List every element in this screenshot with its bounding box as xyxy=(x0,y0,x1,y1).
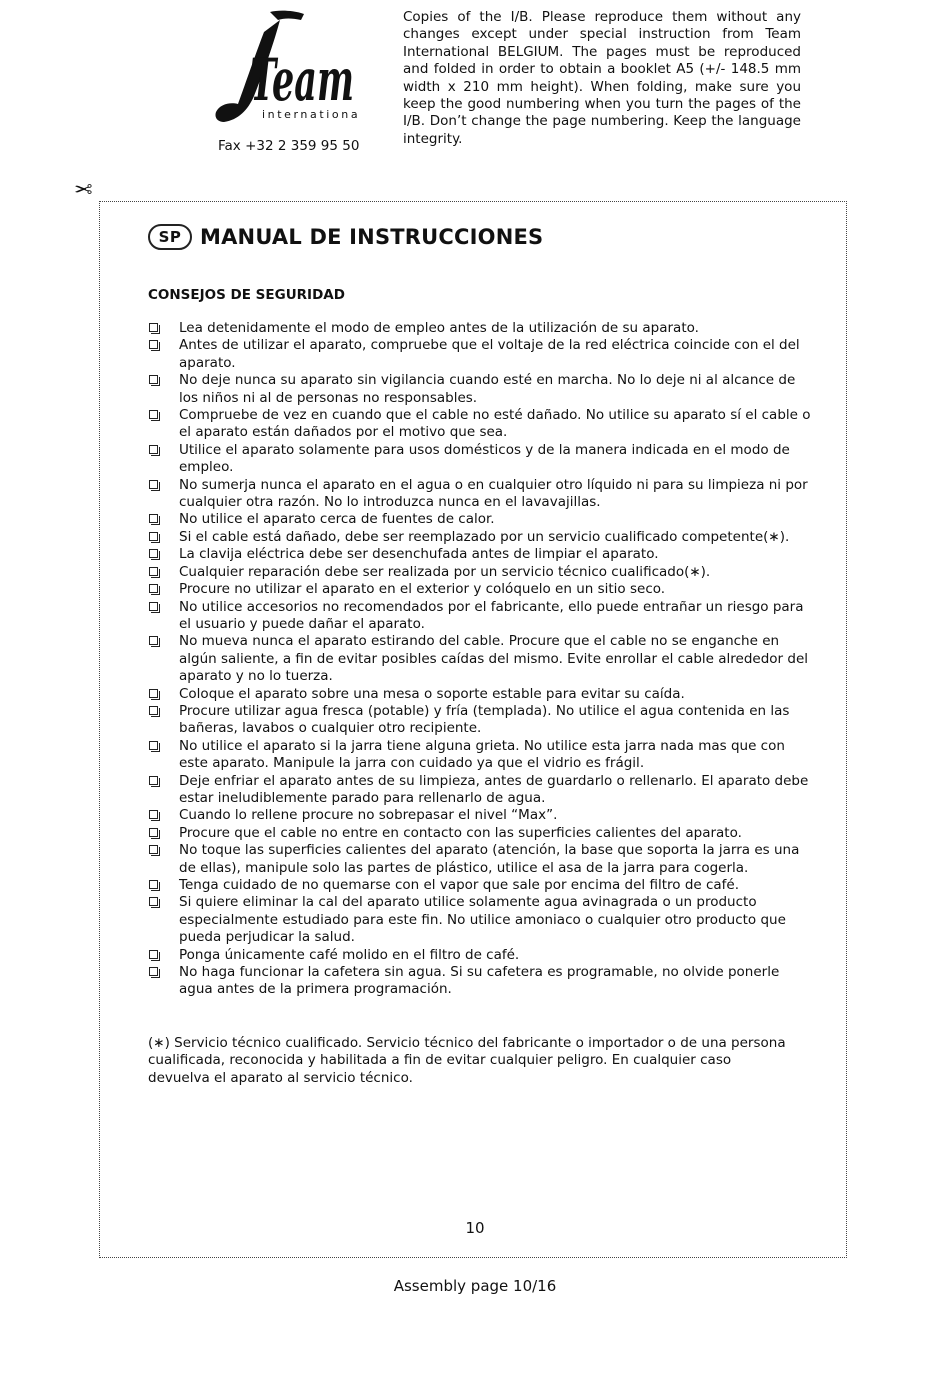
language-badge: SP xyxy=(148,224,192,250)
checkbox-bullet-icon xyxy=(149,323,158,332)
checkbox-bullet-icon xyxy=(149,706,158,715)
list-item-text: No utilice el aparato cerca de fuentes de calor. xyxy=(179,511,495,528)
list-item-text: Coloque el aparato sobre una mesa o soporte estable para evitar su caída. xyxy=(179,685,685,702)
list-item-text: Cualquier reparación debe ser realizada por un servicio técnico cualificado(∗). xyxy=(179,563,711,580)
list-item-text: Si el cable está dañado, debe ser reemplazado por un servicio cualificado competente(∗). xyxy=(179,528,790,545)
list-item xyxy=(148,337,812,372)
list-item xyxy=(148,529,812,546)
list-item xyxy=(148,442,812,477)
logo-graphic xyxy=(208,8,358,130)
checkbox-bullet-icon xyxy=(149,636,158,645)
list-item-text: Cuando lo rellene procure no sobrepasar el nivel “Max”. xyxy=(179,807,558,824)
list-item-text: No deje nunca su aparato sin vigilancia cuando esté en marcha. No lo deje ni al alcance de los niños ni al de personas no responsables. xyxy=(179,372,796,406)
list-item-text: Procure utilizar agua fresca (potable) y fría (templada). No utilice el agua contenida en las bañeras, lavabos o cualquier otro recipiente. xyxy=(179,702,790,737)
logo-sub: international xyxy=(262,108,358,121)
list-item-text: No haga funcionar la cafetera sin agua. Si su cafetera es programable, no olvide ponerle agua antes de la primera programación. xyxy=(179,964,780,998)
page-number: 10 xyxy=(465,1219,485,1237)
checkbox-bullet-icon xyxy=(149,549,158,558)
list-item-text: Procure no utilizar el aparato en el exterior y colóquelo en un sitio seco. xyxy=(179,581,666,598)
list-item xyxy=(148,894,812,946)
list-item-text: Antes de utilizar el aparato, compruebe que el voltaje de la red eléctrica coincide con el del aparato. xyxy=(179,337,800,371)
list-item-text: Si quiere eliminar la cal del aparato utilice solamente agua avinagrada o un producto especialmente estudiado para este fin. No utilice amoniaco o cualquier otro producto que pueda perjudicar la salud. xyxy=(179,894,786,946)
manual-title: MANUAL DE INSTRUCCIONES xyxy=(200,225,544,249)
list-item xyxy=(148,738,812,773)
checkbox-bullet-icon xyxy=(149,828,158,837)
section-heading: CONSEJOS DE SEGURIDAD xyxy=(148,287,345,303)
list-item xyxy=(148,947,812,964)
checkbox-bullet-icon xyxy=(149,445,158,454)
list-item-text: No utilice el aparato si la jarra tiene alguna grieta. No utilice esta jarra nada mas que con este aparato. Manipule la jarra con cuidado ya que el vidrio es frágil. xyxy=(179,737,785,772)
checkbox-bullet-icon xyxy=(149,602,158,611)
scissors-icon: ✂ xyxy=(74,175,93,200)
checkbox-bullet-icon xyxy=(149,845,158,854)
checkbox-bullet-icon xyxy=(149,375,158,384)
team-international-logo xyxy=(208,8,358,130)
list-item xyxy=(148,703,812,738)
logo-word: Team xyxy=(250,46,354,114)
checkbox-bullet-icon xyxy=(149,584,158,593)
checkbox-bullet-icon xyxy=(149,880,158,889)
list-item xyxy=(148,964,812,999)
list-item xyxy=(148,807,812,824)
list-item-text: Utilice el aparato solamente para usos domésticos y de la manera indicada en el modo de empleo. xyxy=(179,441,790,476)
checkbox-bullet-icon xyxy=(149,532,158,541)
checkbox-bullet-icon xyxy=(149,514,158,523)
checkbox-bullet-icon xyxy=(149,967,158,976)
checkbox-bullet-icon xyxy=(149,567,158,576)
list-item xyxy=(148,686,812,703)
list-item xyxy=(148,599,812,634)
list-item xyxy=(148,407,812,442)
list-item-text: No toque las superficies calientes del aparato (atención, la base que soporta la jarra es una de ellas), manipule solo las partes de plástico, utilice el asa de la jarra para cogerla. xyxy=(179,842,800,876)
list-item xyxy=(148,372,812,407)
checkbox-bullet-icon xyxy=(149,689,158,698)
checkbox-bullet-icon xyxy=(149,410,158,419)
list-item xyxy=(148,320,812,337)
checkbox-bullet-icon xyxy=(149,810,158,819)
list-item xyxy=(148,877,812,894)
list-item-text: No utilice accesorios no recomendados por el fabricante, ello puede entrañar un riesgo para el usuario y puede dañar el aparato. xyxy=(179,598,804,632)
list-item xyxy=(148,477,812,512)
checkbox-bullet-icon xyxy=(149,340,158,349)
list-item-text: Tenga cuidado de no quemarse con el vapor que sale por encima del filtro de café. xyxy=(179,877,740,893)
list-item-text: Lea detenidamente el modo de empleo antes de la utilización de su aparato. xyxy=(179,320,699,336)
list-item xyxy=(148,581,812,598)
checkbox-bullet-icon xyxy=(149,480,158,489)
list-item xyxy=(148,564,812,581)
list-item-text: No mueva nunca el aparato estirando del cable. Procure que el cable no se enganche en algún saliente, a fin de evitar posibles caídas del mismo. Evite enrollar el cable alrededor del aparato y no lo tuerza. xyxy=(179,633,809,685)
list-item xyxy=(148,633,812,685)
list-item xyxy=(148,842,812,877)
manual-header xyxy=(148,222,543,252)
list-item-text: La clavija eléctrica debe ser desenchufada antes de limpiar el aparato. xyxy=(179,546,659,563)
list-item-text: Procure que el cable no entre en contacto con las superficies calientes del aparato. xyxy=(179,824,742,841)
list-item-text: Ponga únicamente café molido en el filtro de café. xyxy=(179,946,520,963)
list-item xyxy=(148,546,812,563)
checkbox-bullet-icon xyxy=(149,776,158,785)
list-item-text: No sumerja nunca el aparato en el agua o en cualquier otro líquido ni para su limpieza ni por cualquier otra razón. No lo introduzca nunca en el lavavajillas. xyxy=(179,476,808,511)
list-item xyxy=(148,773,812,808)
checkbox-bullet-icon xyxy=(149,950,158,959)
footnote: (∗) Servicio técnico cualificado. Servicio técnico del fabricante o importador o de una persona cualificada, reconocida y habilitada a fin de evitar cualquier peligro. En cualquier caso devuelva el aparato al servicio técnico. xyxy=(148,1035,786,1086)
list-item-text: Compruebe de vez en cuando que el cable no esté dañado. No utilice su aparato sí el cable o el aparato están dañados por el motivo que sea. xyxy=(179,407,811,441)
list-item xyxy=(148,825,812,842)
list-item-text: Deje enfriar el aparato antes de su limpieza, antes de guardarlo o rellenarlo. El aparato debe estar ineludiblemente parado para rellenarlo de agua. xyxy=(179,772,809,806)
copies-notice: Copies of the I/B. Please reproduce them without any changes except under special instruction from Team International BELGIUM. The pages must be reproduced and folded in order to obtain a booklet A5 (+/- 148.5 mm width x 210 mm height). When folding, make sure you keep the good numbering when you turn the pages of the I/B. Don’t change the page numbering. Keep the language integrity. xyxy=(403,9,801,147)
safety-list xyxy=(148,320,812,999)
assembly-page: Assembly page 10/16 xyxy=(393,1277,557,1295)
list-item xyxy=(148,511,812,528)
fax-number: Fax +32 2 359 95 50 xyxy=(218,138,360,154)
checkbox-bullet-icon xyxy=(149,741,158,750)
checkbox-bullet-icon xyxy=(149,897,158,906)
